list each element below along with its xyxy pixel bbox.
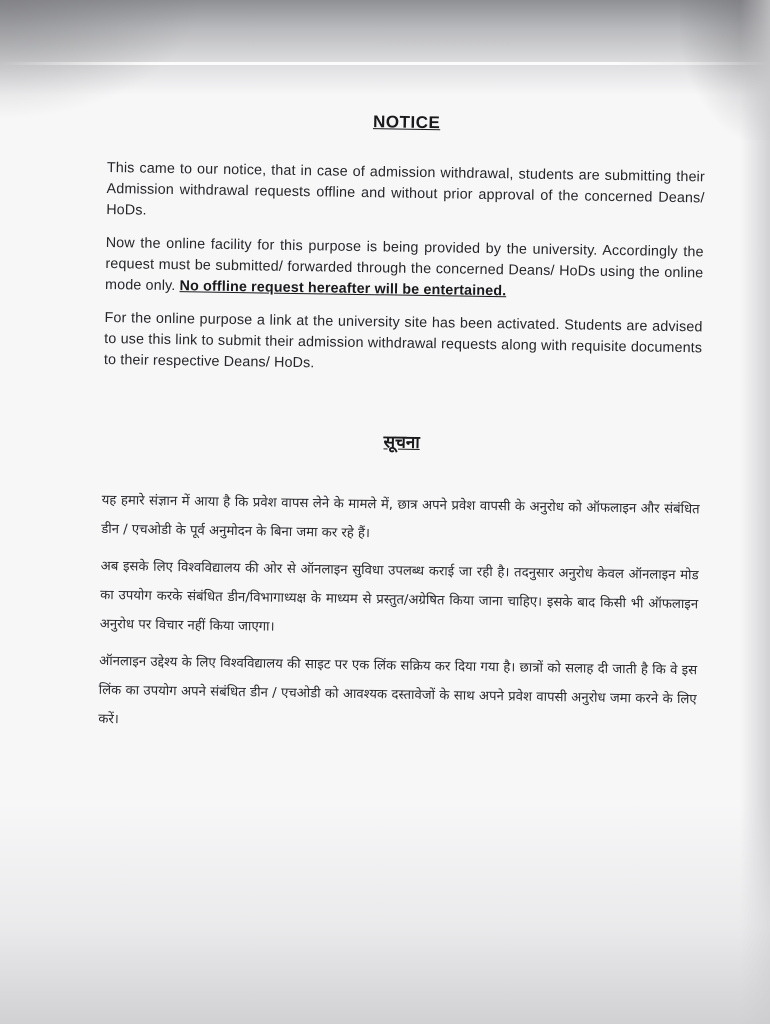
hindi-paragraph-2: अब इसके लिए विश्वविद्यालय की ओर से ऑनलाइन सुविधा उपलब्ध कराई जा रही है। तदनुसार अनुरोध केवल ऑनलाइन मोड का उपयोग करके संबंधित डीन/विभागाध्यक्ष के माध्यम से प्रस्तुत/अग्रेषित किया जाना चाहिए। इसके बाद किसी भी ऑफलाइन अनुरोध पर विचार नहीं किया जाएगा। — [99, 558, 699, 635]
hindi-paragraph-3: ऑनलाइन उद्देश्य के लिए विश्वविद्यालय की साइट पर एक लिंक सक्रिय कर दिया गया है। छात्रों को सलाह दी जाती है कि वे इस लिंक का उपयोग अपने संबंधित डीन / एचओडी को आवश्यक दस्तावेजों के साथ अपने प्रवेश वापसी अनुरोध जमा करने के लिए करें। — [98, 653, 698, 728]
scan-shadow-bottom — [0, 804, 770, 1024]
notice-paragraph-2-emphasis: No offline request hereafter will be entertained. — [179, 278, 507, 300]
notice-paragraph-1: This came to our notice, that in case of admission withdrawal, students are submitting their Admission withdrawal requests offline and without prior approval of the concerned Deans/ HoDs. — [106, 159, 705, 219]
notice-paragraph-3: For the online purpose a link at the university site has been activated. Students are advised to use this link to submit their admission withdrawal requests along with requisite documents to their respective Deans/ HoDs. — [103, 309, 703, 372]
hindi-paragraph-1: यह हमारे संज्ञान में आया है कि प्रवेश वापस लेने के मामले में, छात्र अपने प्रवेश वापसी के अनुरोध को ऑफलाइन और संबंधित डीन / एचओडी के पूर्व अनुमोदन के बिना जमा कर रहे हैं। — [101, 492, 700, 542]
paper-edge — [0, 62, 770, 65]
notice-title-hindi: सूचना — [383, 432, 420, 453]
notice-title-english: NOTICE — [372, 112, 441, 133]
notice-paragraph-2-text: Now the online facility for this purpose is being provided by the university. Accordingly the request must be submitted/ forwarded through the concerned Deans/ HoDs using the online mode only. — [104, 234, 704, 295]
notice-paragraph-2 — [105, 233, 704, 305]
notice-document — [98, 100, 706, 751]
